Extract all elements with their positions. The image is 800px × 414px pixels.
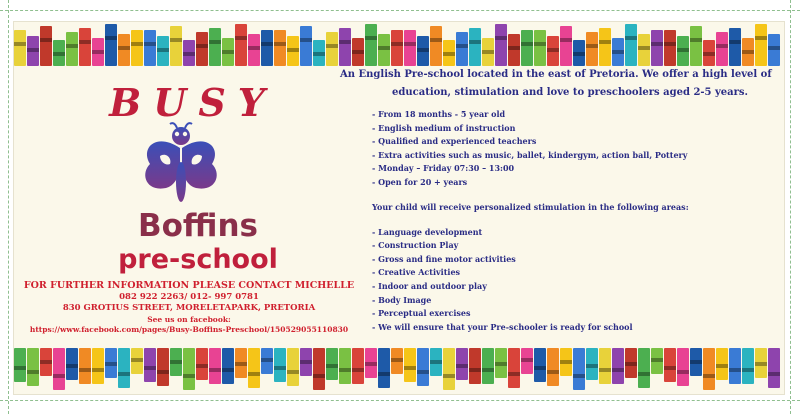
guide-line-left	[8, 0, 9, 414]
crayon-icon	[768, 348, 780, 388]
crayon-icon	[40, 26, 52, 66]
areas-list	[340, 226, 780, 335]
crayon-icon	[625, 24, 637, 66]
facebook-link[interactable]: https://www.facebook.com/pages/Busy-Boffins-Preschool/150529055110830	[29, 325, 349, 334]
crayon-icon	[287, 348, 299, 386]
crayon-icon	[729, 28, 741, 66]
logo-busy-text: BUSY	[109, 80, 277, 125]
crayon-icon	[599, 348, 611, 384]
crayon-icon	[534, 348, 546, 382]
crayon-icon	[417, 36, 429, 66]
crayon-icon	[651, 30, 663, 66]
crayon-icon	[664, 30, 676, 66]
crayon-icon	[508, 34, 520, 66]
crayon-icon	[417, 348, 429, 386]
list-item: - Extra activities such as music, ballet, kindergym, action ball, Pottery	[372, 149, 688, 160]
contact-phones: 082 922 2263/ 012- 997 0781	[119, 292, 259, 302]
crayon-icon	[677, 36, 689, 66]
crayon-icon	[183, 348, 195, 390]
crayon-icon	[443, 40, 455, 66]
crayon-icon	[105, 348, 117, 378]
crayon-icon	[196, 348, 208, 380]
crayon-icon	[690, 26, 702, 66]
crayon-icon	[92, 348, 104, 384]
list-item: - Perceptual exercises	[372, 308, 471, 319]
crayon-icon	[144, 348, 156, 382]
crayon-icon	[261, 30, 273, 66]
crayon-icon	[703, 348, 715, 390]
info-column	[340, 66, 780, 334]
crayon-icon	[521, 348, 533, 374]
crayon-icon	[105, 24, 117, 66]
crayon-icon	[40, 348, 52, 376]
crayon-border-bottom	[14, 348, 784, 392]
crayon-icon	[651, 348, 663, 374]
crayon-icon	[209, 28, 221, 66]
crayon-icon	[534, 30, 546, 66]
crayon-icon	[14, 30, 26, 66]
crayon-icon	[586, 32, 598, 66]
crayon-icon	[209, 348, 221, 384]
crayon-icon	[677, 348, 689, 386]
crayon-icon	[183, 40, 195, 66]
crayon-icon	[742, 348, 754, 384]
facebook-label: See us on facebook:	[147, 315, 231, 324]
crayon-icon	[131, 348, 143, 374]
flyer	[14, 22, 784, 394]
features-list	[340, 108, 780, 190]
crayon-icon	[404, 348, 416, 382]
crayon-icon	[313, 348, 325, 390]
crayon-icon	[248, 348, 260, 388]
crayon-icon	[300, 348, 312, 376]
crayon-icon	[664, 348, 676, 382]
crayon-icon	[391, 348, 403, 374]
crayon-icon	[560, 348, 572, 376]
crayon-icon	[495, 24, 507, 66]
contact-address: 830 GROTIUS STREET, MORELETAPARK, PRETORIA	[62, 303, 316, 313]
list-item: - Construction Play	[372, 240, 459, 251]
list-item: - Gross and fine motor activities	[372, 253, 516, 264]
crayon-icon	[469, 28, 481, 66]
crayon-icon	[352, 348, 364, 384]
intro-line-1: An English Pre-school located in the east of Pretoria. We offer a high level of	[340, 69, 772, 80]
list-item: - Monday – Friday 07:30 – 13:00	[372, 163, 515, 174]
list-item: - We will ensure that your Pre-schooler is ready for school	[372, 321, 633, 332]
crayon-icon	[27, 36, 39, 66]
intro-line-2: education, stimulation and love to preschoolers aged 2-5 years.	[392, 87, 749, 98]
crayon-icon	[716, 348, 728, 380]
crayon-icon	[768, 34, 780, 66]
crayon-icon	[456, 32, 468, 66]
crayon-icon	[27, 348, 39, 386]
crayon-border-top	[14, 22, 784, 66]
crayon-icon	[495, 348, 507, 378]
crayon-icon	[131, 30, 143, 66]
crayon-icon	[339, 348, 351, 384]
crayon-icon	[196, 32, 208, 66]
crayon-icon	[157, 348, 169, 386]
crayon-icon	[378, 348, 390, 388]
list-item: - Language development	[372, 226, 483, 237]
logo-preschool-text: pre-school	[118, 244, 278, 275]
list-item: - Qualified and experienced teachers	[372, 136, 537, 147]
list-item: - From 18 months - 5 year old	[372, 109, 506, 119]
crayon-icon	[274, 348, 286, 382]
crayon-icon	[573, 40, 585, 66]
crayon-icon	[586, 348, 598, 380]
list-item: - Open for 20 + years	[372, 176, 468, 187]
crayon-icon	[365, 24, 377, 66]
crayon-icon	[326, 348, 338, 380]
crayon-icon	[573, 348, 585, 390]
crayon-icon	[547, 348, 559, 386]
crayon-icon	[287, 36, 299, 66]
butterfly-logo-icon	[136, 122, 226, 222]
crayon-icon	[599, 28, 611, 66]
crayon-icon	[222, 38, 234, 66]
crayon-icon	[391, 30, 403, 66]
crayon-icon	[170, 348, 182, 376]
crayon-icon	[79, 28, 91, 66]
crayon-icon	[300, 26, 312, 66]
crayon-icon	[404, 30, 416, 66]
list-item: - Body Image	[372, 294, 432, 305]
crayon-icon	[235, 24, 247, 66]
contact-heading: FOR FURTHER INFORMATION PLEASE CONTACT MICHELLE	[23, 280, 355, 291]
crayon-icon	[92, 38, 104, 66]
crayon-icon	[53, 348, 65, 390]
crayon-icon	[729, 348, 741, 384]
crayon-icon	[430, 348, 442, 376]
crayon-icon	[222, 348, 234, 384]
crayon-icon	[144, 30, 156, 66]
crayon-icon	[339, 28, 351, 66]
crayon-icon	[157, 36, 169, 66]
crayon-icon	[521, 30, 533, 66]
guide-line-top	[0, 10, 800, 11]
crayon-icon	[755, 24, 767, 66]
crayon-icon	[443, 348, 455, 390]
crayon-icon	[638, 34, 650, 66]
guide-line-right	[790, 0, 791, 414]
crayon-icon	[612, 38, 624, 66]
list-item: - Creative Activities	[372, 267, 461, 278]
crayon-icon	[430, 26, 442, 66]
crayon-icon	[313, 40, 325, 66]
list-item: - English medium of instruction	[372, 122, 516, 133]
crayon-icon	[118, 348, 130, 388]
crayon-icon	[625, 348, 637, 378]
crayon-icon	[560, 26, 572, 66]
crayon-icon	[326, 32, 338, 66]
guide-line-bottom	[0, 400, 800, 401]
crayon-icon	[508, 348, 520, 388]
crayon-icon	[469, 348, 481, 384]
crayon-icon	[690, 348, 702, 376]
crayon-icon	[352, 38, 364, 66]
crayon-icon	[274, 30, 286, 66]
crayon-icon	[118, 34, 130, 66]
crayon-icon	[235, 348, 247, 378]
crayon-icon	[170, 26, 182, 66]
crayon-icon	[378, 34, 390, 66]
crayon-icon	[14, 348, 26, 382]
crayon-icon	[53, 40, 65, 66]
list-item: - Indoor and outdoor play	[372, 280, 487, 291]
crayon-icon	[66, 32, 78, 66]
crayon-icon	[547, 36, 559, 66]
crayon-icon	[482, 348, 494, 384]
crayon-icon	[79, 348, 91, 384]
crayon-icon	[482, 38, 494, 66]
crayon-icon	[456, 348, 468, 380]
crayon-icon	[261, 348, 273, 374]
crayon-icon	[248, 34, 260, 66]
crayon-icon	[755, 348, 767, 378]
crayon-icon	[612, 348, 624, 384]
crayon-icon	[365, 348, 377, 378]
crayon-icon	[66, 348, 78, 380]
crayon-icon	[742, 38, 754, 66]
contact-block	[14, 280, 364, 335]
logo-boffins-text: Boffins	[137, 208, 259, 244]
crayon-icon	[638, 348, 650, 388]
crayon-icon	[716, 32, 728, 66]
stimulation-heading: Your child will receive personalized stimulation in the following areas:	[372, 201, 689, 212]
crayon-icon	[703, 40, 715, 66]
